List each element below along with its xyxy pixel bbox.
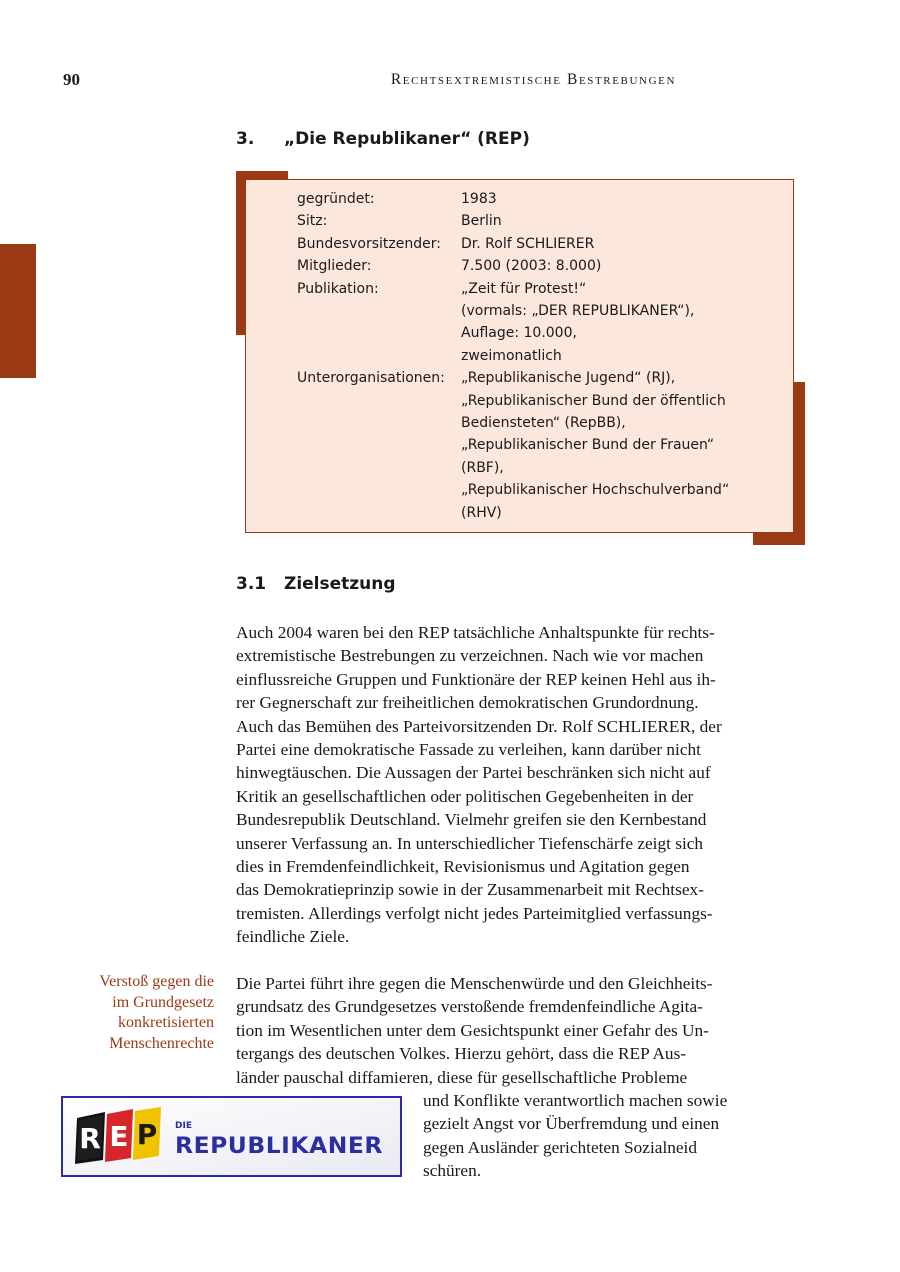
text-line: Die Partei führt ihre gegen die Menschenwürde und den Gleichheits- [236,974,713,993]
text-line: Kritik an gesellschaftlichen oder politischen Gegebenheiten in der [236,786,694,806]
margin-note-line: im Grundgesetz [112,993,214,1011]
text-line: tremisten. Allerdings verfolgt nicht jedes Parteimitglied verfassungs- [236,903,713,923]
fact-value: „Republikanischer Bund der Frauen“ [461,437,715,454]
logo-wordmark: REPUBLIKANER [175,1134,383,1159]
margin-note-line: Verstoß gegen die [99,973,214,990]
page-number: 90 [63,70,80,89]
text-line: unserer Verfassung an. In unterschiedlicher Tiefenschärfe zeigt sich [236,833,704,853]
text-line: tion im Wesentlichen unter dem Gesichtspunkt einer Gefahr des Un- [236,1020,709,1040]
fact-value: 1983 [461,191,497,207]
fact-label: Publikation: [297,280,379,297]
text-line: rer Gegnerschaft zur freiheitlichen demokratischen Grundordnung. [236,693,699,713]
fact-value: „Zeit für Protest!“ [461,280,587,297]
text-line: schüren. [423,1161,482,1181]
rep-logo [61,1096,402,1177]
fact-value: (vormals: „DER REPUBLIKANER“), [461,302,695,319]
fact-label: Unterorganisationen: [297,370,445,387]
fact-label: gegründet: [297,191,375,207]
logo-glyph-e: E [109,1120,129,1153]
fact-value: Dr. Rolf SCHLIERER [461,235,595,252]
subsection-number: 3.1 [236,574,267,594]
section-title: „Die Republikaner“ (REP) [284,129,530,149]
section-heading [236,129,530,149]
fact-value: „Republikanischer Bund der öffentlich [461,392,726,409]
text-line: Auch 2004 waren bei den REP tatsächliche Anhaltspunkte für rechts- [236,623,715,642]
fact-label: Mitglieder: [297,258,372,275]
text-line: einflussreiche Gruppen und Funktionäre der REP keinen Hehl aus ih- [236,669,716,689]
text-line: Partei eine demokratische Fassade zu verleihen, kann darüber nicht [236,740,701,760]
running-head: Rechtsextremistische Bestrebungen [390,71,676,88]
rep-logo-graphic [63,1098,400,1175]
fact-value: Berlin [461,213,502,230]
text-line: feindliche Ziele. [236,927,350,947]
fact-value: (RHV) [461,504,502,521]
fact-value: (RBF), [461,459,504,476]
text-line: das Demokratieprinzip sowie in der Zusammenarbeit mit Rechtsex- [236,880,704,900]
text-line: dies in Fremdenfeindlichkeit, Revisionismus und Agitation gegen [236,857,690,877]
subsection-heading [236,574,396,594]
text-line: grundsatz des Grundgesetzes verstoßende fremdenfeindliche Agita- [236,997,703,1017]
margin-note-line: Menschenrechte [109,1034,214,1052]
text-line: gezielt Angst vor Überfremdung und einen [423,1114,720,1134]
fact-value: 7.500 (2003: 8.000) [461,258,602,275]
text-line: länder pauschal diffamieren, diese für gesellschaftliche Probleme [236,1067,688,1087]
fact-label: Sitz: [297,213,328,230]
logo-small-text: DIE [175,1121,192,1131]
text-line: Auch das Bemühen des Parteivorsitzenden Dr. Rolf SCHLIERER, der [236,716,722,736]
text-line: gegen Ausländer gerichteten Sozialneid [423,1137,698,1157]
margin-note [99,972,214,1054]
fact-value: „Republikanischer Hochschulverband“ [461,482,730,499]
fact-label: Bundesvorsitzender: [297,235,441,252]
text-line: und Konflikte verantwortlich machen sowie [423,1091,728,1110]
text-line: tergangs des deutschen Volkes. Hierzu gehört, dass die REP Aus- [236,1044,687,1064]
text-line: hinwegtäuschen. Die Aussagen der Partei beschränken sich nicht auf [236,763,711,783]
logo-glyph-r: R [79,1122,101,1155]
fact-box [245,179,794,533]
section-number: 3. [236,129,255,149]
paragraph-objectives [236,621,722,949]
chapter-side-tab [0,244,36,378]
paragraph-xenophobia [236,972,713,1089]
fact-value: zweimonatlich [461,347,562,364]
margin-note-line: konkretisierten [118,1014,214,1031]
logo-glyph-p: P [136,1118,158,1151]
text-line: Bundesrepublik Deutschland. Vielmehr greifen sie den Kernbestand [236,810,707,830]
fact-value: Auflage: 10.000, [461,325,577,342]
subsection-title: Zielsetzung [284,574,396,594]
fact-value: „Republikanische Jugend“ (RJ), [461,370,676,387]
fact-value: Bediensteten“ (RepBB), [461,414,626,431]
text-line: extremistische Bestrebungen zu verzeichnen. Nach wie vor machen [236,646,704,666]
paragraph-xenophobia-continued [423,1089,727,1183]
